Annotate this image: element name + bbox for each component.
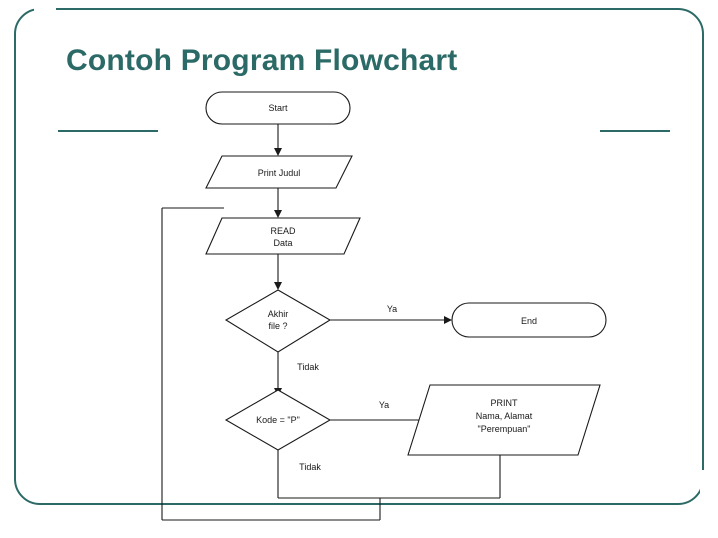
node-print-nama-label-line1: PRINT <box>490 398 518 408</box>
node-print-nama-label-line2: Nama, Alamat <box>475 411 533 421</box>
node-akhir-file-label-line2: file ? <box>268 321 288 331</box>
node-print-nama-label-line3: "Perempuan" <box>477 424 531 434</box>
edge-label-kode-tidak: Tidak <box>299 462 321 472</box>
edge-label-kode-ya: Ya <box>378 400 390 410</box>
edge-label-akhir-ya: Ya <box>386 304 398 314</box>
arrowhead-read-to-akhir <box>274 282 282 290</box>
arrowhead-printjudul-to-read <box>274 210 282 218</box>
node-read-data <box>206 218 360 254</box>
node-print-judul-label: Print Judul <box>257 168 301 178</box>
page-title: Contoh Program Flowchart <box>66 44 458 77</box>
node-end-label: End <box>520 316 538 326</box>
node-read-data-label-line2: Data <box>273 238 293 248</box>
node-akhir-file-label-line1: Akhir <box>267 309 289 319</box>
edge-label-akhir-tidak: Tidak <box>297 362 319 372</box>
node-read-data-label-line1: READ <box>270 226 296 236</box>
node-kode-p-label: Kode = "P" <box>256 415 300 425</box>
arrowhead-akhir-to-end <box>444 316 452 324</box>
arrowhead-start-to-printjudul <box>274 148 282 156</box>
node-start-label: Start <box>268 103 288 113</box>
